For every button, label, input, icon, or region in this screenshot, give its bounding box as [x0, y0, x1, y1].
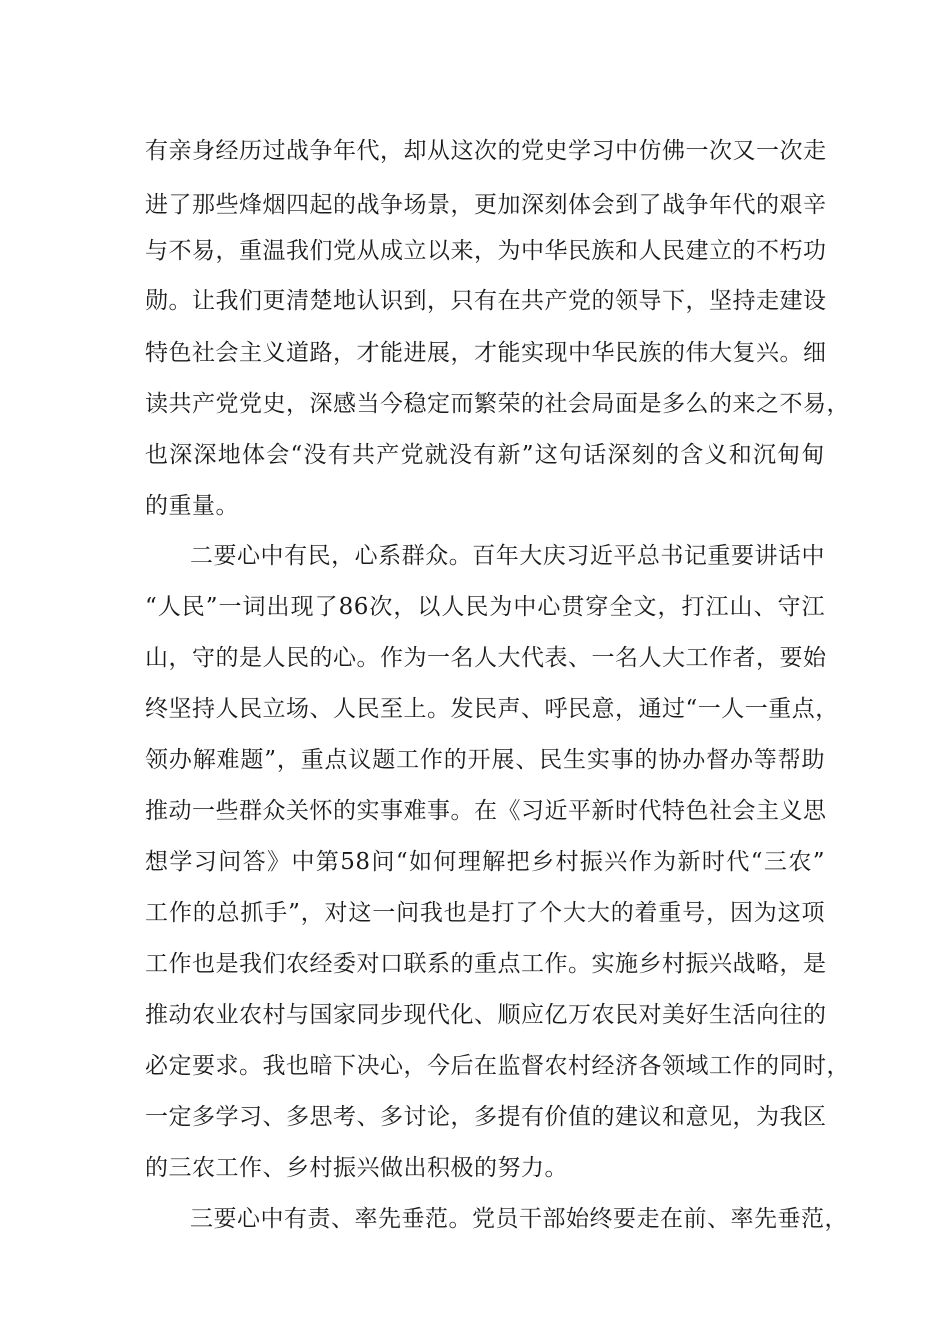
text-line: 想学习问答》中第58问“如何理解把乡村振兴作为新时代“三农” — [145, 849, 825, 875]
text-line: 勋。让我们更清楚地认识到，只有在共产党的领导下，坚持走建设 — [145, 288, 827, 314]
text-line: 有亲身经历过战争年代，却从这次的党史学习中仿佛一次又一次走 — [145, 138, 827, 164]
text-line: 领办解难题”，重点议题工作的开展、民生实事的协办督办等帮助 — [145, 747, 825, 773]
text-line: 一定多学习、多思考、多讨论，多提有价值的建议和意见，为我区 — [145, 1104, 827, 1130]
text-line: 终坚持人民立场、人民至上。发民声、呼民意，通过“一人一重点， — [145, 696, 839, 722]
text-line: 山，守的是人民的心。作为一名人大代表、一名人大工作者，要始 — [145, 645, 827, 671]
text-line: 的三农工作、乡村振兴做出积极的努力。 — [145, 1155, 568, 1181]
paragraph-first-line: 二要心中有民，心系群众。百年大庆习近平总书记重要讲话中 — [190, 543, 825, 569]
text-line: 必定要求。我也暗下决心，今后在监督农村经济各领域工作的同时， — [145, 1053, 850, 1079]
paragraph-first-line: 三要心中有责、率先垂范。党员干部始终要走在前、率先垂范， — [190, 1206, 848, 1232]
text-line: 推动农业农村与国家同步现代化、顺应亿万农民对美好生活向往的 — [145, 1002, 827, 1028]
text-line: 的重量。 — [145, 493, 239, 519]
text-line: “人民”一词出现了86次，以人民为中心贯穿全文，打江山、守江 — [145, 594, 825, 620]
text-line: 也深深地体会“没有共产党就没有新”这句话深刻的含义和沉甸甸 — [145, 442, 825, 468]
text-line: 工作的总抓手”，对这一问我也是打了个大大的着重号，因为这项 — [145, 900, 825, 926]
text-line: 工作也是我们农经委对口联系的重点工作。实施乡村振兴战略，是 — [145, 951, 827, 977]
text-line: 与不易，重温我们党从成立以来，为中华民族和人民建立的不朽功 — [145, 238, 827, 264]
text-line: 特色社会主义道路，才能进展，才能实现中华民族的伟大复兴。细 — [145, 340, 827, 366]
text-line: 进了那些烽烟四起的战争场景，更加深刻体会到了战争年代的艰辛 — [145, 192, 827, 218]
text-line: 推动一些群众关怀的实事难事。在《习近平新时代特色社会主义思 — [145, 798, 827, 824]
text-line: 读共产党党史，深感当今稳定而繁荣的社会局面是多么的来之不易， — [145, 391, 850, 417]
